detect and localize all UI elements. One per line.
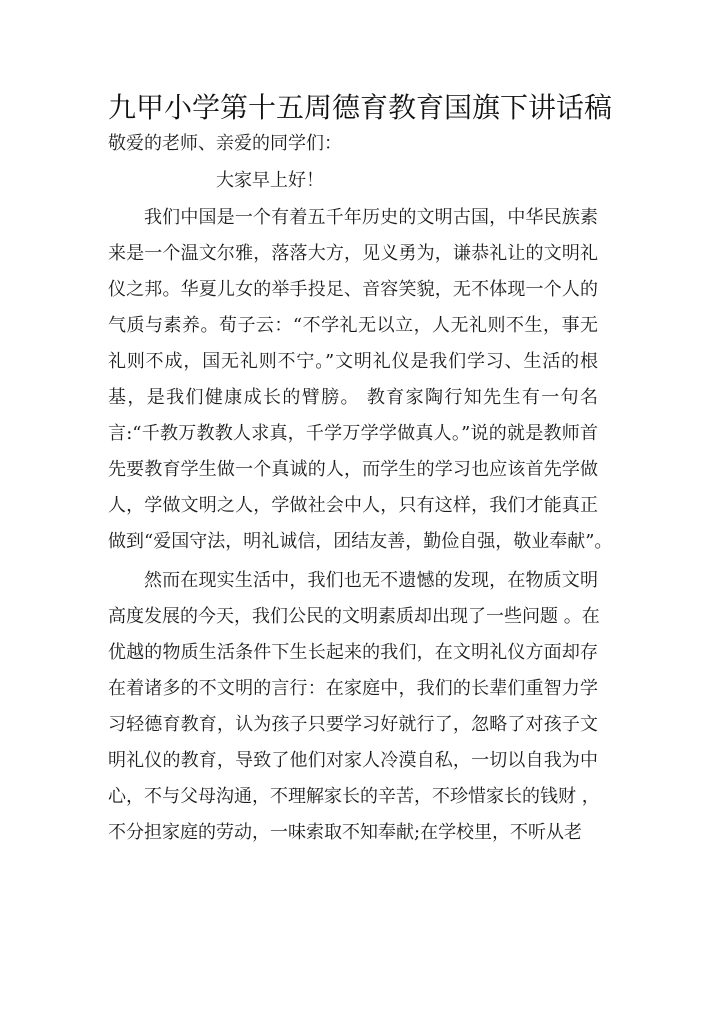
paragraph-1-line-9: 人，学做文明之人，学做社会中人，只有这样，我们才能真正 [108,495,598,516]
paragraph-2-line-7: 心，不与父母沟通，不理解家长的辛苦，不珍惜家长的钱财 ， [108,786,600,807]
paragraph-1-line-8: 先要教育学生做一个真诚的人，而学生的学习也应该首先学做 [108,459,598,480]
paragraph-2-line-2: 高度发展的今天，我们公民的文明素质却出现了一些问题 。在 [108,606,600,627]
paragraph-2-line-3: 优越的物质生活条件下生长起来的我们，在文明礼仪方面却存 [108,642,598,663]
paragraph-1-line-1: 我们中国是一个有着五千年历史的文明古国，中华民族素 [144,207,598,228]
paragraph-2-line-4: 在着诸多的不文明的言行：在家庭中，我们的长辈们重智力学 [108,678,598,699]
paragraph-1-line-3: 仪之邦。华夏儿女的举手投足、音容笑貌，无不体现一个人的 [108,279,598,300]
greeting: 大家早上好！ [216,170,324,191]
salutation: 敬爱的老师、亲爱的同学们： [108,133,342,154]
paragraph-1-line-10: 做到“爱国守法，明礼诚信，团结友善，勤俭自强，敬业奉献”。 [108,531,613,552]
paragraph-2-line-1: 然而在现实生活中，我们也无不遗憾的发现，在物质文明 [144,570,598,591]
paragraph-1-line-4: 气质与素养。荀子云：“不学礼无以立，人无礼则不生，事无 [108,315,598,336]
paragraph-1-line-5: 礼则不成，国无礼则不宁。”文明礼仪是我们学习、生活的根 [108,351,598,372]
paragraph-1-line-7: 言:“千教万教教人求真，千学万学学做真人。”说的就是教师首 [108,423,598,444]
paragraph-2-line-6: 明礼仪的教育，导致了他们对家人冷漠自私，一切以自我为中 [108,750,598,771]
paragraph-2-line-5: 习轻德育教育，认为孩子只要学习好就行了，忽略了对孩子文 [108,714,598,735]
paragraph-1-line-6: 基，是我们健康成长的臂膀。 教育家陶行知先生有一句名 [108,387,598,408]
page-title: 九甲小学第十五周德育教育国旗下讲话稿 [108,91,613,124]
paragraph-2-line-8: 不分担家庭的劳动，一味索取不知奉献;在学校里，不听从老 [108,822,583,843]
paragraph-1-line-2: 来是一个温文尔雅，落落大方，见义勇为，谦恭礼让的文明礼 [108,243,598,264]
